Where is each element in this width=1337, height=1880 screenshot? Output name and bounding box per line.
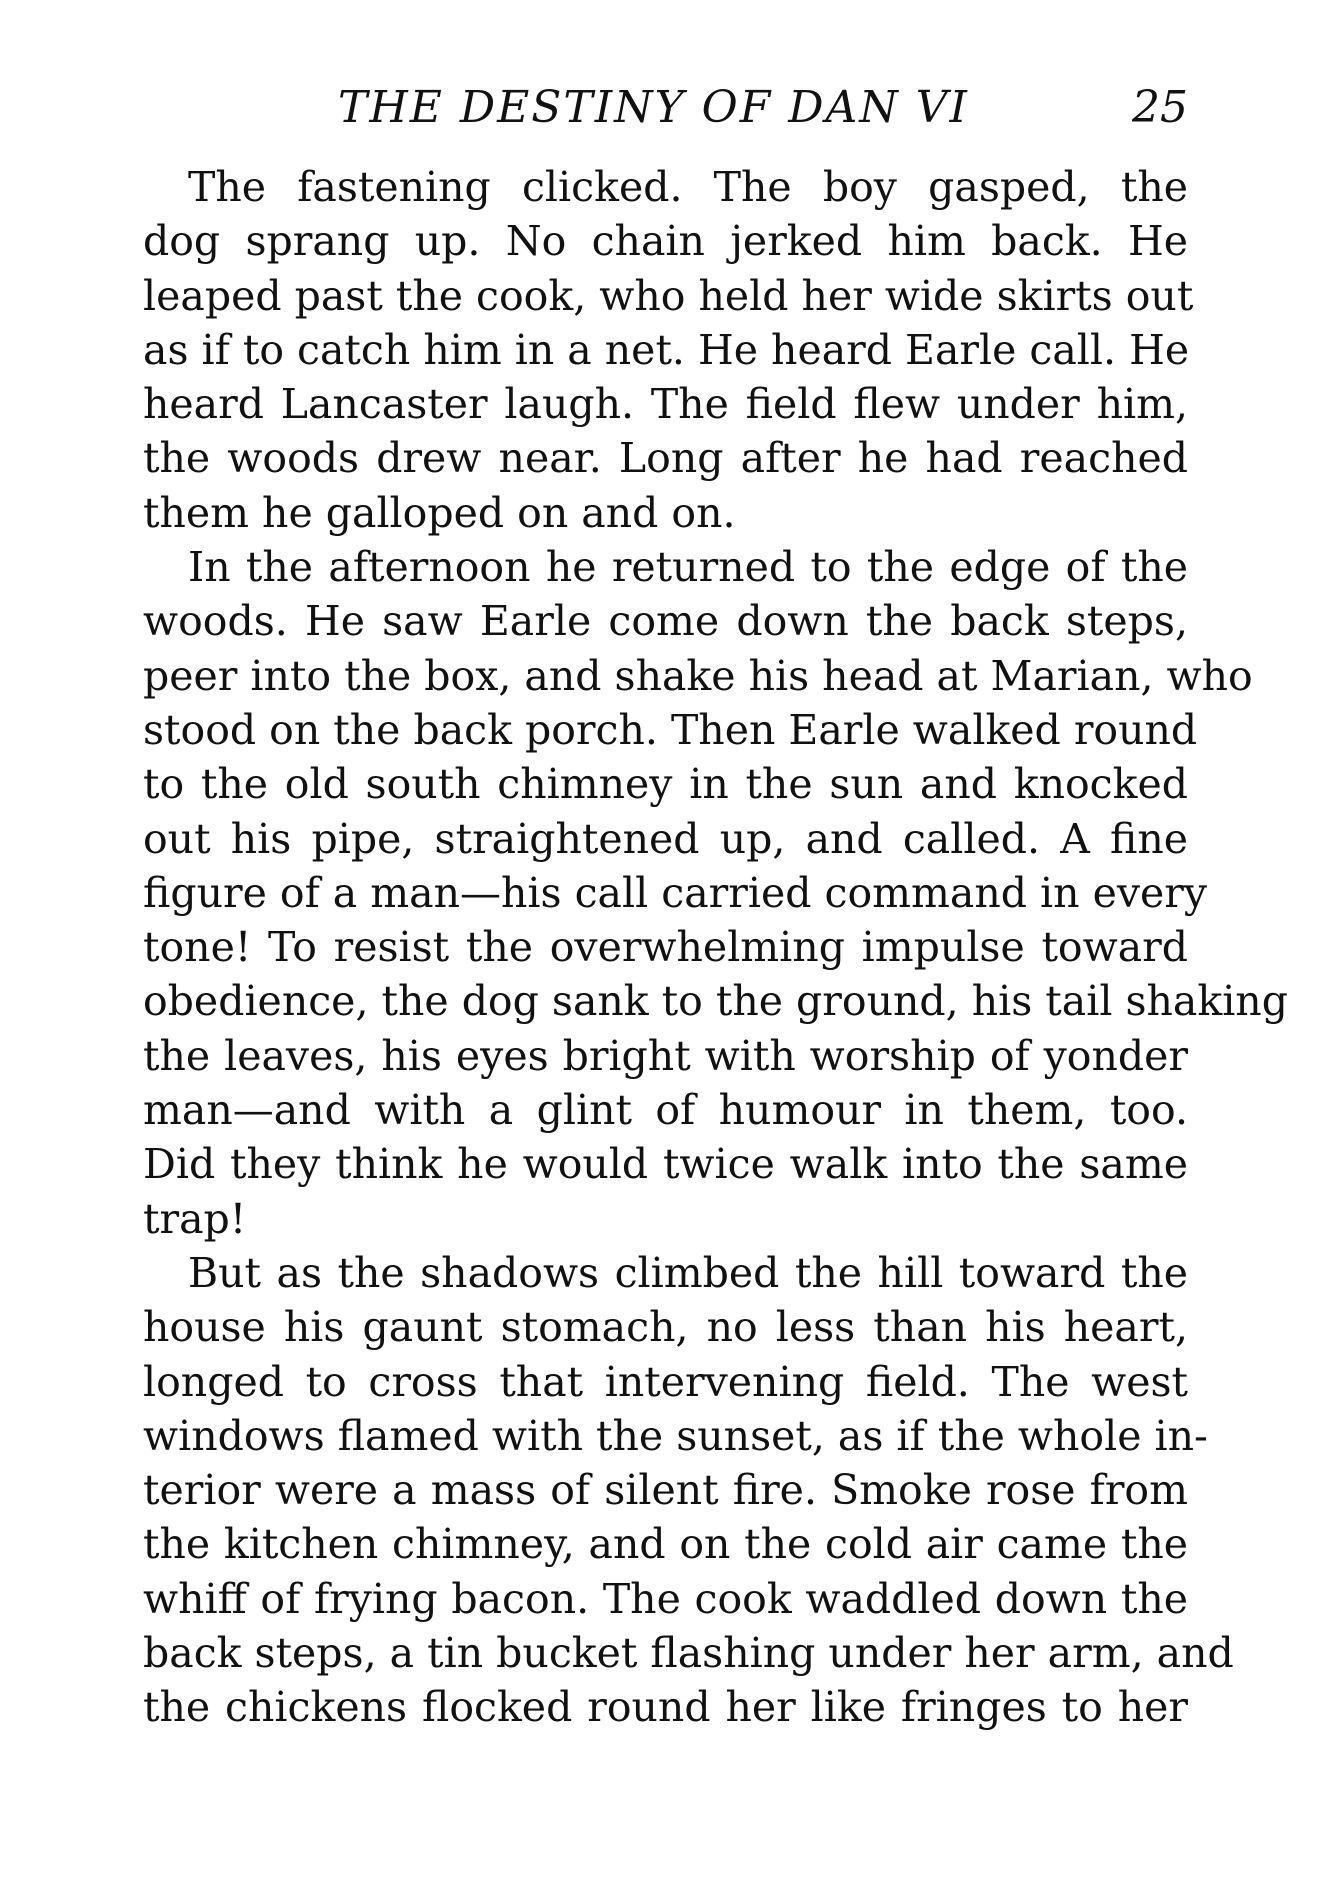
text-line: obedience, the dog sank to the ground, his tail shaking [143, 977, 1288, 1026]
text-line: woods. He saw Earle come down the back steps, [143, 597, 1188, 646]
text-line: Did they think he would twice walk into the same [143, 1140, 1188, 1189]
text-line: But as the shadows climbed the hill toward the [188, 1248, 1188, 1297]
text-line: trap! [143, 1194, 247, 1243]
text-line: longed to cross that intervening field. The west [143, 1357, 1188, 1406]
text-line: windows flamed with the sunset, as if the whole in- [143, 1411, 1208, 1460]
text-line: figure of a man—his call carried command in every [143, 868, 1208, 917]
text-line: the chickens flocked round her like fringes to her [143, 1683, 1188, 1732]
running-title: THE DESTINY OF DAN VI [338, 82, 969, 133]
text-line: peer into the box, and shake his head at Marian, who [143, 651, 1253, 700]
text-line: In the afternoon he returned to the edge of the [188, 543, 1188, 592]
text-line: The fastening clicked. The boy gasped, the [188, 163, 1188, 211]
text-line: the leaves, his eyes bright with worship of yonder [143, 1031, 1188, 1080]
text-line: heard Lancaster laugh. The field flew under him, [143, 380, 1188, 429]
text-line: stood on the back porch. Then Earle walked round [143, 705, 1198, 754]
text-line: the woods drew near. Long after he had reached [143, 434, 1188, 483]
text-line: out his pipe, straightened up, and called. A fine [143, 814, 1188, 863]
text-line: tone! To resist the overwhelming impulse toward [143, 923, 1188, 972]
body-text [143, 160, 1288, 1735]
text-line: as if to catch him in a net. He heard Earle call. He [143, 325, 1190, 374]
paragraph-1 [143, 160, 1194, 540]
text-line: whiff of frying bacon. The cook waddled down the [143, 1574, 1188, 1623]
text-line: dog sprang up. No chain jerked him back. He [143, 217, 1188, 266]
paragraph-2 [143, 540, 1288, 1246]
text-line: back steps, a tin bucket flashing under her arm, and [143, 1629, 1234, 1678]
text-line: terior were a mass of silent fire. Smoke rose from [143, 1466, 1188, 1515]
text-line: man—and with a glint of humour in them, too. [143, 1086, 1188, 1135]
paragraph-3 [143, 1246, 1234, 1735]
text-line: them he galloped on and on. [143, 488, 736, 537]
text-line: the kitchen chimney, and on the cold air came the [143, 1520, 1188, 1569]
text-line: to the old south chimney in the sun and knocked [143, 760, 1188, 809]
running-head [143, 78, 1188, 138]
page-number: 25 [1132, 82, 1188, 133]
text-line: leaped past the cook, who held her wide skirts out [143, 271, 1194, 320]
book-page [143, 78, 1288, 1798]
text-line: house his gaunt stomach, no less than his heart, [143, 1303, 1188, 1352]
